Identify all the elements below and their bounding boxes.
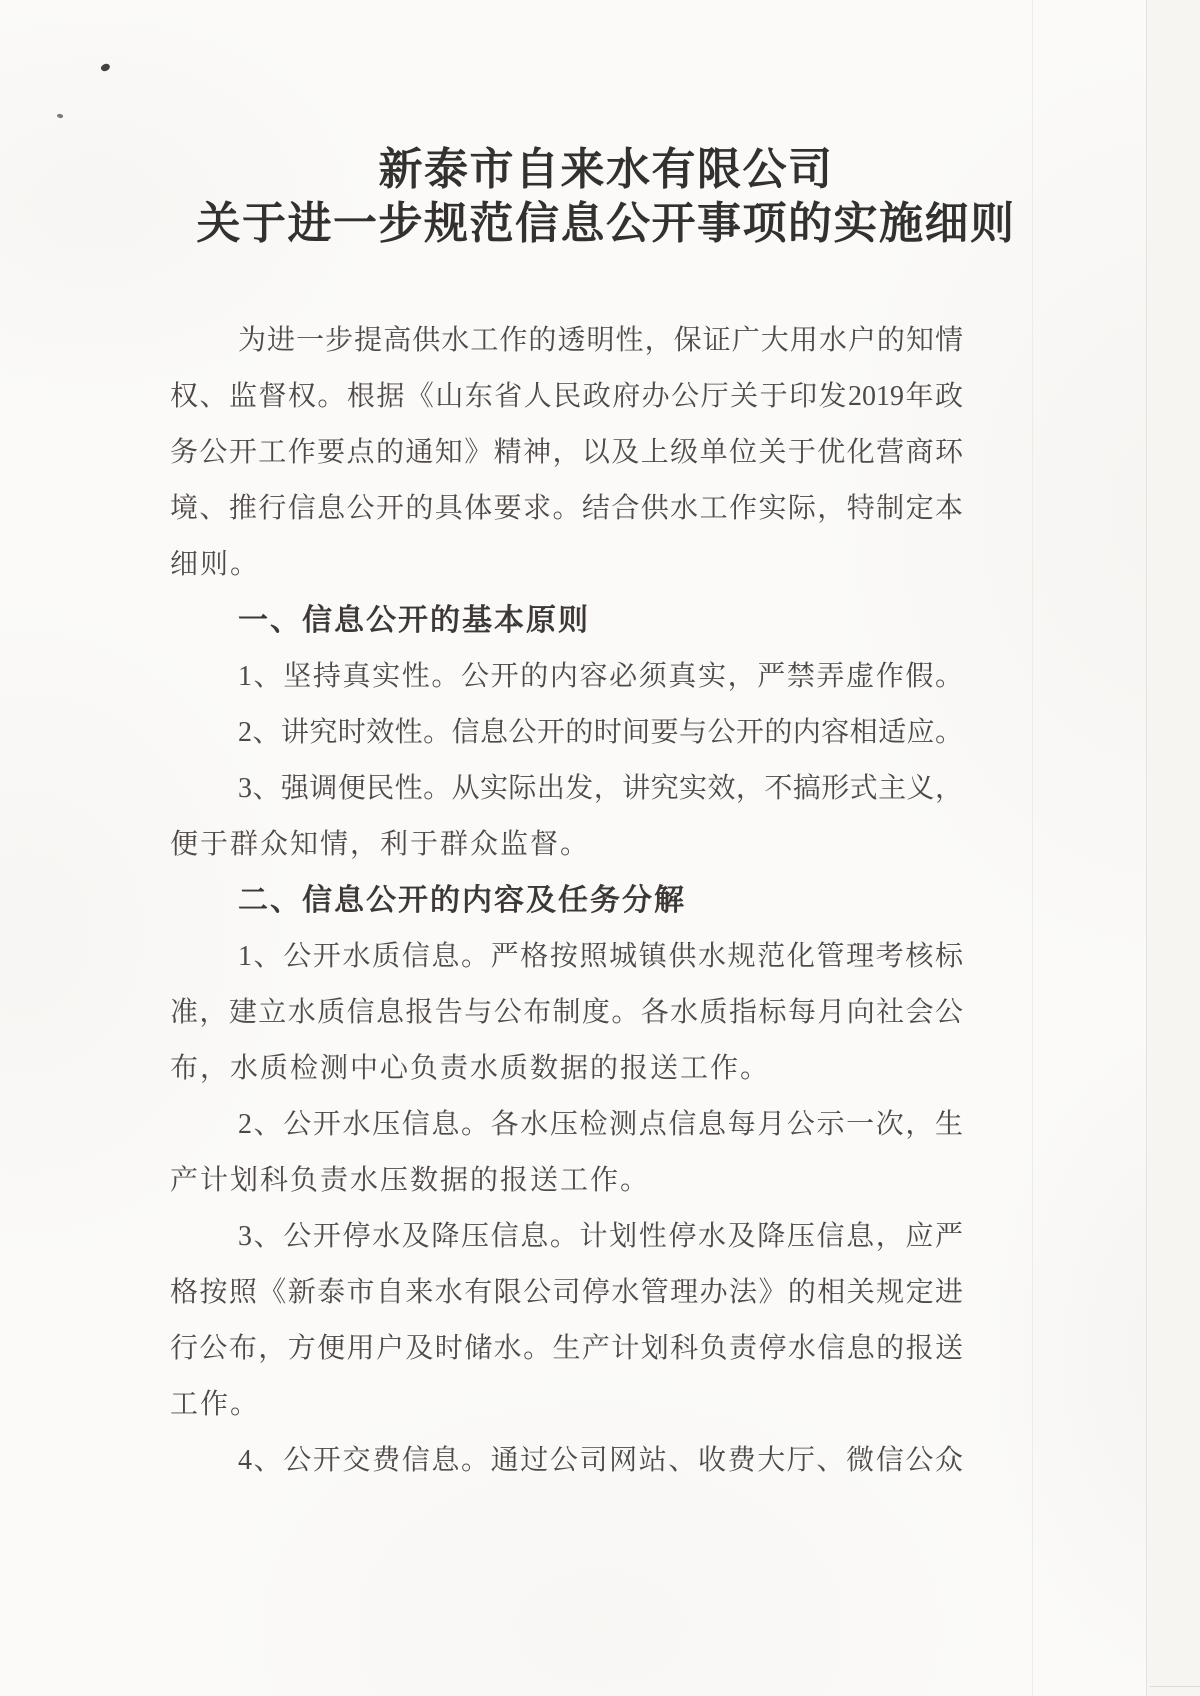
body-line: 3、强调便民性。从实际出发，讲究实效，不搞形式主义，	[238, 773, 963, 804]
document-body	[170, 313, 963, 1489]
scan-edge-strip	[1147, 0, 1200, 1696]
scan-fold-line	[1032, 0, 1033, 1696]
body-line: 1、公开水质信息。严格按照城镇供水规范化管理考核标	[238, 941, 963, 972]
ink-speck	[100, 62, 111, 73]
body-line: 格按照《新泰市自来水有限公司停水管理办法》的相关规定进	[170, 1277, 963, 1308]
scan-corner-mark	[1150, 1686, 1200, 1687]
body-line: 2、公开水压信息。各水压检测点信息每月公示一次，生	[238, 1109, 963, 1140]
body-line: 产计划科负责水压数据的报送工作。	[170, 1165, 651, 1196]
body-line: 行公布，方便用户及时储水。生产计划科负责停水信息的报送	[170, 1333, 963, 1364]
body-line: 为进一步提高供水工作的透明性，保证广大用水户的知情	[238, 325, 963, 356]
body-line: 4、公开交费信息。通过公司网站、收费大厅、微信公众	[238, 1445, 963, 1476]
body-line: 境、推行信息公开的具体要求。结合供水工作实际，特制定本	[170, 493, 963, 524]
body-line: 权、监督权。根据《山东省人民政府办公厅关于印发2019年政	[170, 381, 963, 412]
section-heading: 二、信息公开的内容及任务分解	[238, 883, 686, 918]
section-heading: 一、信息公开的基本原则	[238, 603, 590, 638]
body-line: 准，建立水质信息报告与公布制度。各水质指标每月向社会公	[170, 997, 963, 1028]
body-line: 细则。	[170, 549, 261, 580]
document-title-line1: 新泰市自来水有限公司	[378, 144, 834, 195]
document-title	[0, 143, 1200, 251]
document-title-line2: 关于进一步规范信息公开事项的实施细则	[196, 198, 1016, 249]
body-line: 务公开工作要点的通知》精神，以及上级单位关于优化营商环	[170, 437, 963, 468]
body-line: 便于群众知情，利于群众监督。	[170, 829, 591, 860]
body-line: 2、讲究时效性。信息公开的时间要与公开的内容相适应。	[238, 717, 963, 748]
body-line: 工作。	[170, 1389, 261, 1420]
body-line: 1、坚持真实性。公开的内容必须真实，严禁弄虚作假。	[238, 661, 963, 692]
body-line: 3、公开停水及降压信息。计划性停水及降压信息，应严	[238, 1221, 963, 1252]
body-line: 布，水质检测中心负责水质数据的报送工作。	[170, 1053, 771, 1084]
ink-speck	[56, 113, 63, 119]
scan-fold-line	[1146, 0, 1147, 1696]
